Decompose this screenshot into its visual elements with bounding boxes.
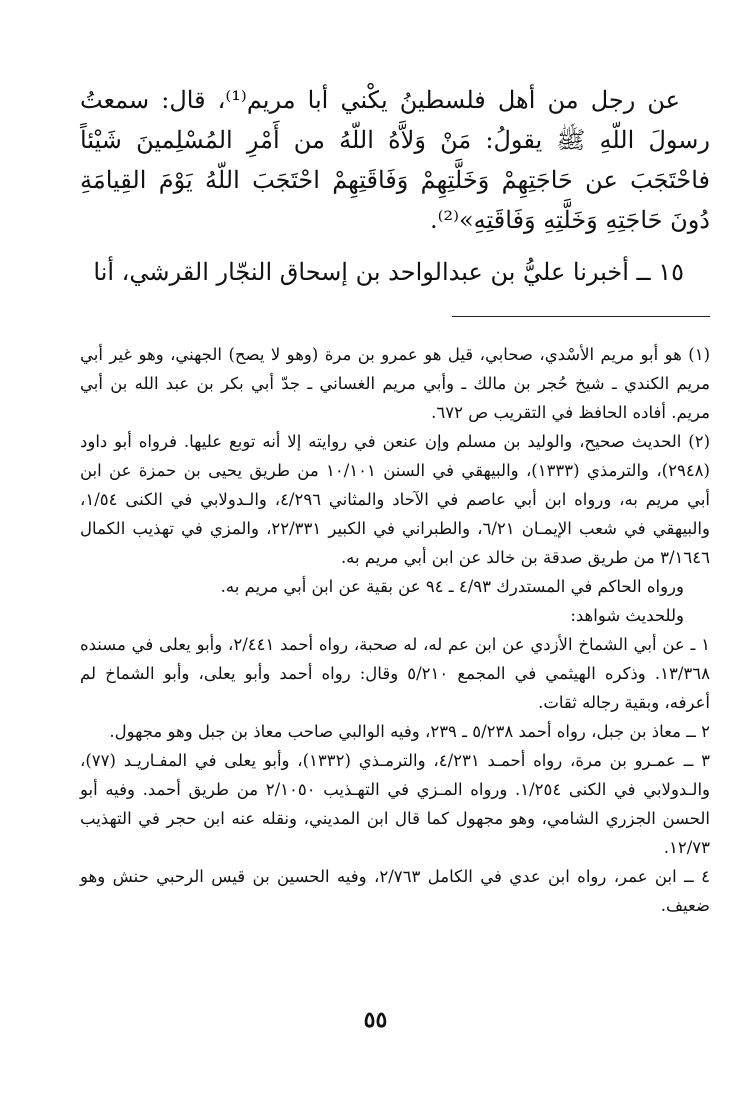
footnote-2-hakim: ورواه الحاكم في المستدرك ٤/٩٣ ـ ٩٤ عن بقية عن ابن أبي مريم به. bbox=[220, 577, 684, 596]
shahid-1: ١ ـ عن أبي الشماخ الأزدي عن ابن عم له، له صحبة، رواه أحمد ٢/٤٤١، وأبو يعلى في مسنده ١٣/٣٦٨. وذكره الهيثمي في المجمع ٥/٢١٠ وقال: رواه أحمد وأبو يعلى، وأبو الشماخ لم أعرفه، وبقية رجاله ثقات. bbox=[80, 635, 710, 712]
page-number: ٥٥ bbox=[363, 1007, 388, 1033]
hadith-paragraph: عن رجل من أهل فلسطينُ يكْني أبا مريم⁽¹⁾، قال: سمعتُ رسولَ اللّهِ ﷺ يقولُ: مَنْ وَلاَّهُ اللّهُ من أَمْرِ المُسْلِمينَ شَيْئاً فاحْتَجَبَ عن حَاجَتِهِمْ وَخَلَّتِهِمْ وَفَاقَتِهِمْ احْتَجَبَ اللّهُ يَوْمَ القِيامَةِ دُونَ حَاجَتِهِ وَخَلَّتِهِ وَفَاقَتِهِ»⁽²⁾. bbox=[80, 86, 710, 234]
shahid-2: ٢ ــ معاذ بن جبل، رواه أحمد ٥/٢٣٨ ـ ٢٣٩، وفيه الوالبي صاحب معاذ بن جبل وهو مجهول. bbox=[109, 722, 710, 741]
footnotes bbox=[80, 340, 710, 920]
shawahid-heading: وللحديث شواهد: bbox=[570, 606, 684, 625]
shahid-3: ٣ ــ عمـرو بن مرة، رواه أحمـد ٤/٢٣١، والترمـذي (١٣٣٢)، وأبو يعلى في المفـاريـد (٧٧)، والـدولابي في الكنى ١/٢٥٤. ورواه المـزي في التهـذيب ٢/١٠٥٠ من طريق أحمد. وفيه أبو الحسن الجزري الشامي، وهو مجهول كما قال ابن المديني، ونقله عنه ابن حجر في التهذيب ١٢/٧٣. bbox=[80, 751, 710, 857]
paragraph-15: ١٥ ــ أخبرنا عليُّ بن عبدالواحد بن إسحاق النجّار القرشي، أنا bbox=[93, 258, 684, 286]
footnote-separator bbox=[452, 316, 710, 317]
main-text bbox=[80, 80, 710, 292]
footnote-1: (١) هو أبو مريم الأسْدي، صحابي، قيل هو عمرو بن مرة (وهو لا يصح) الجهني، وهو غير أبي مريم الكندي ـ شيخ حُجر بن مالك ـ وأبي مريم الغساني ـ جدّ أبي بكر بن عبد الله بن أبي مريم. أفاده الحافظ في التقريب ص ٦٧٢. bbox=[80, 345, 710, 422]
footnote-2: (٢) الحديث صحيح، والوليد بن مسلم وإن عنعن في روايته إلا أنه توبع عليها. فرواه أبو داود (٢٩٤٨)، والترمذي (١٣٣٣)، والبيهقي في السنن ١٠/١٠١ من طريق يحيى بن حمزة عن ابن أبي مريم به، ورواه ابن أبي عاصم في الآحاد والمثاني ٤/٢٩٦، والـدولابي في الكنى ١/٥٤، والبيهقي في شعب الإيمـان ٦/٢١، والطبراني في الكبير ٢٢/٣٣١، والمزي في تهذيب الكمال ٣/١٦٤٦ من طريق صدقة بن خالد عن ابن أبي مريم به. bbox=[80, 432, 711, 567]
shahid-4: ٤ ــ ابن عمر، رواه ابن عدي في الكامل ٢/٧٦٣، وفيه الحسين بن قيس الرحبي حنش وهو ضعيف. bbox=[80, 867, 710, 915]
